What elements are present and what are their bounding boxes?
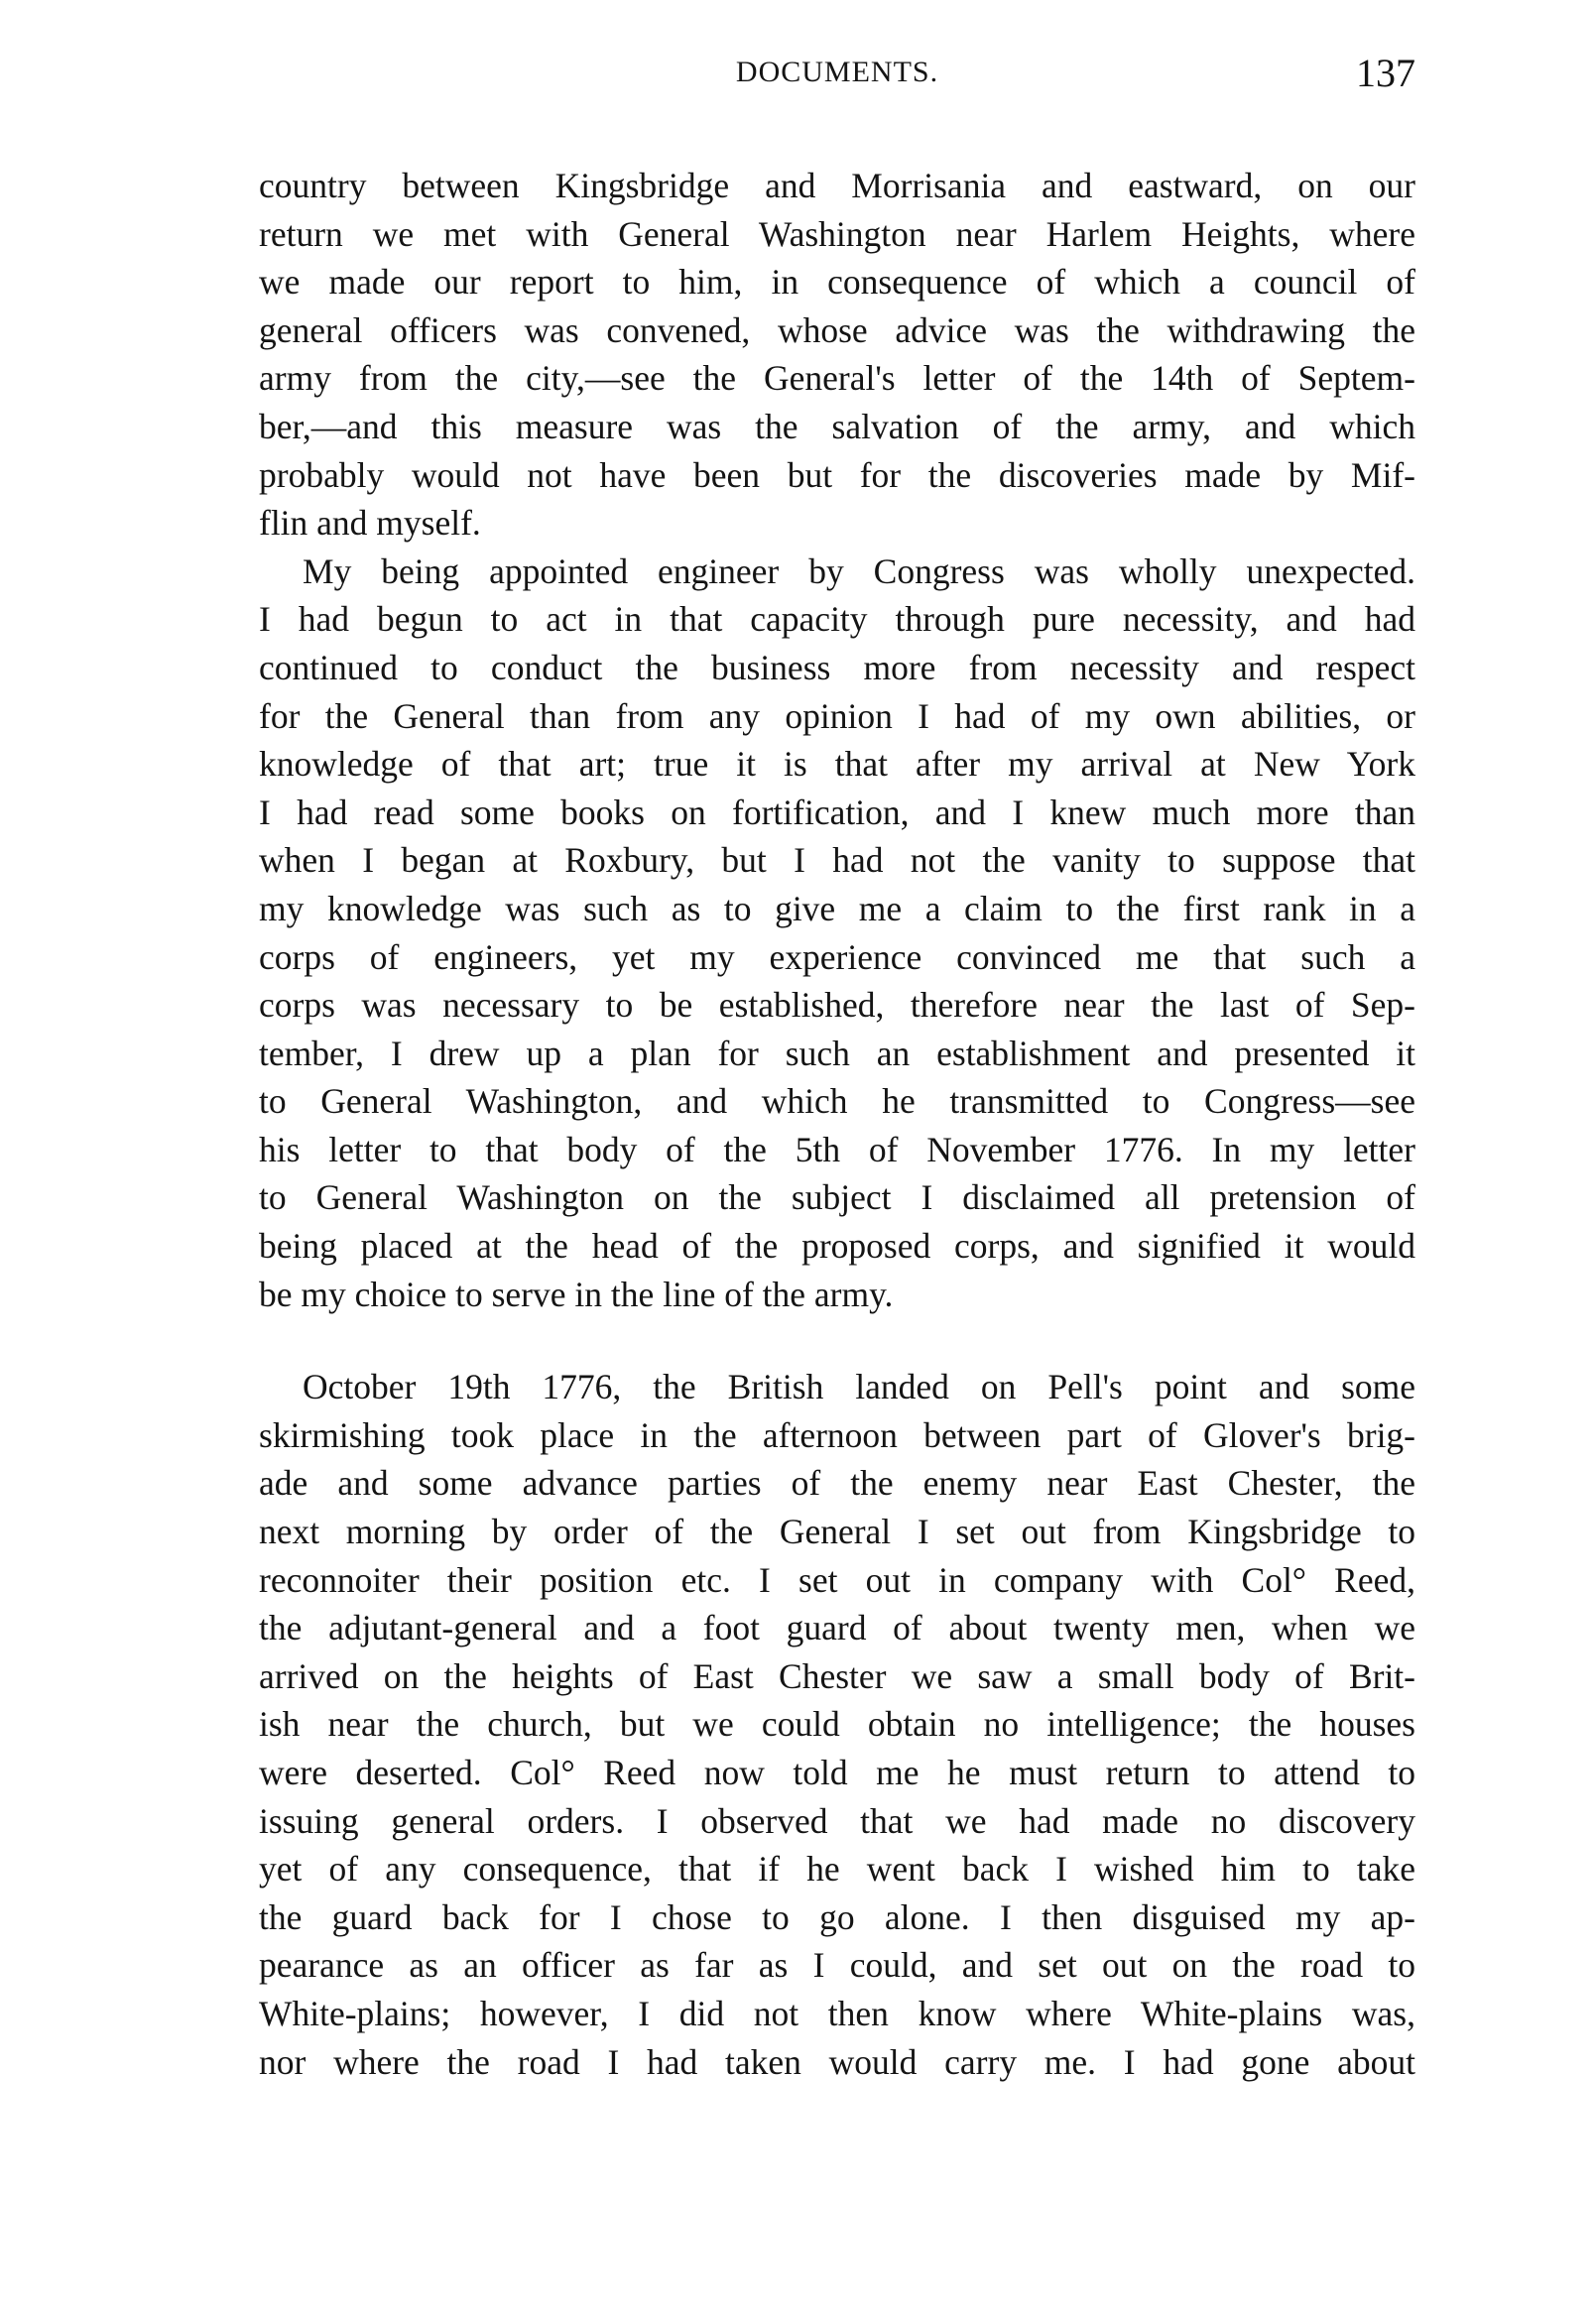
body-text [259,162,1415,2086]
text-line: October 19th 1776, the British landed on Pell's point and some [303,1367,1415,1407]
text-line: tember, I drew up a plan for such an establishment and presented it [259,1033,1415,1073]
text-line: return we met with General Washington near Harlem Heights, where [259,213,1415,254]
text-line: issuing general orders. I observed that we had made no discovery [259,1800,1415,1841]
paragraph [259,162,1415,548]
text-line: we made our report to him, in consequence of which a council of [259,262,1415,303]
text-line: his letter to that body of the 5th of November 1776. In my letter [259,1129,1415,1169]
text-line: ish near the church, but we could obtain no intelligence; the houses [259,1704,1415,1745]
text-line: probably would not have been but for the discoveries made by Mif- [259,454,1415,495]
text-line: continued to conduct the business more from necessity and respect [259,647,1415,687]
text-line: country between Kingsbridge and Morrisania and eastward, on our [259,166,1415,205]
text-line: ade and some advance parties of the enemy near East Chester, the [259,1463,1415,1504]
text-line: to General Washington, and which he transmitted to Congress—see [259,1081,1415,1122]
text-line: pearance as an officer as far as I could, and set out on the road to [259,1945,1415,1986]
paragraph [259,1363,1415,2086]
text-line: knowledge of that art; true it is that after my arrival at New York [259,744,1415,785]
text-line: army from the city,—see the General's letter of the 14th of Septem- [259,358,1415,399]
text-line: yet of any consequence, that if he went back I wished him to take [259,1849,1415,1890]
text-line: be my choice to serve in the line of the army. [259,1274,894,1314]
page-number: 137 [1356,51,1415,95]
text-line: corps was necessary to be established, therefore near the last of Sep- [259,985,1415,1026]
text-line: when I began at Roxbury, but I had not the vanity to suppose that [259,840,1415,881]
text-line: were deserted. Col° Reed now told me he must return to attend to [259,1753,1415,1792]
text-line: flin and myself. [259,503,481,544]
text-line: to General Washington on the subject I disclaimed all pretension of [259,1177,1415,1218]
text-line: reconnoiter their position etc. I set out in company with Col° Reed, [259,1559,1415,1600]
text-line: arrived on the heights of East Chester we saw a small body of Brit- [259,1655,1415,1696]
text-line: the guard back for I chose to go alone. I then disguised my ap- [259,1896,1415,1937]
text-line: skirmishing took place in the afternoon between part of Glover's brig- [259,1414,1415,1455]
paragraph [259,548,1415,1319]
text-line: White-plains; however, I did not then know where White-plains was, [259,1993,1415,2033]
text-line: ber,—and this measure was the salvation of the army, and which [259,406,1415,446]
running-head [259,50,1415,99]
text-line: My being appointed engineer by Congress was wholly unexpected. [303,550,1415,591]
text-line: my knowledge was such as to give me a claim to the first rank in a [259,888,1415,928]
text-line: I had read some books on fortification, and I knew much more than [259,792,1415,832]
text-line: nor where the road I had taken would carry me. I had gone about [259,2041,1415,2082]
text-line: being placed at the head of the proposed corps, and signified it would [259,1226,1415,1267]
text-line: for the General than from any opinion I had of my own abilities, or [259,695,1415,736]
text-line: the adjutant-general and a foot guard of about twenty men, when we [259,1608,1415,1648]
text-line: general officers was convened, whose advice was the withdrawing the [259,309,1415,350]
running-head-title: DOCUMENTS. [735,56,939,88]
text-line: next morning by order of the General I set out from Kingsbridge to [259,1512,1415,1552]
text-line: corps of engineers, yet my experience convinced me that such a [259,936,1415,977]
text-line: I had begun to act in that capacity through pure necessity, and had [259,599,1415,640]
